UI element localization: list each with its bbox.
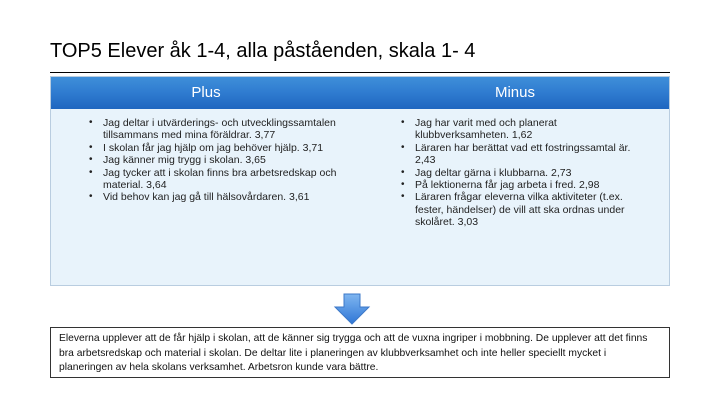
plus-header: Plus bbox=[51, 77, 361, 109]
minus-header: Minus bbox=[361, 77, 669, 109]
conclusion-box: Eleverna upplever att de får hjälp i skolan, att de känner sig trygga och att de vuxna ingriper i mobbning. De upplever att det finns bra arbetsredskap och material i skolan. De deltar lite i planeringen av klubbverksamhet och inte heller speciellt mycket i planeringen av hela skolans verksamhet. Arbetsron kunde vara bättre. bbox=[50, 327, 670, 378]
slide-title: TOP5 Elever åk 1-4, alla påståenden, skala 1- 4 bbox=[50, 40, 476, 62]
plus-item: • Jag deltar i utvärderings- och utvecklingssamtalen tillsammans med mina föräldrar. 3,77 bbox=[89, 117, 349, 142]
down-arrow-icon bbox=[333, 293, 371, 325]
plus-list bbox=[89, 117, 349, 204]
plus-minus-panel bbox=[50, 76, 670, 286]
minus-item: • Jag deltar gärna i klubbarna. 2,73 bbox=[401, 167, 641, 179]
plus-item: • I skolan får jag hjälp om jag behöver hjälp. 3,71 bbox=[89, 142, 349, 154]
minus-list bbox=[401, 117, 641, 229]
minus-item: • Jag har varit med och planerat klubbverksamheten. 1,62 bbox=[401, 117, 641, 142]
title-divider bbox=[50, 72, 670, 73]
minus-item: • På lektionerna får jag arbeta i fred. 2,98 bbox=[401, 179, 641, 191]
plus-item: • Jag tycker att i skolan finns bra arbetsredskap och material. 3,64 bbox=[89, 167, 349, 192]
plus-item: • Vid behov kan jag gå till hälsovårdaren. 3,61 bbox=[89, 191, 349, 203]
minus-item: • Läraren frågar eleverna vilka aktiviteter (t.ex. fester, händelser) de vill att ska ordnas under skolåret. 3,03 bbox=[401, 191, 641, 228]
minus-item: • Läraren har berättat vad ett fostringssamtal är. 2,43 bbox=[401, 142, 641, 167]
plus-item: • Jag känner mig trygg i skolan. 3,65 bbox=[89, 154, 349, 166]
